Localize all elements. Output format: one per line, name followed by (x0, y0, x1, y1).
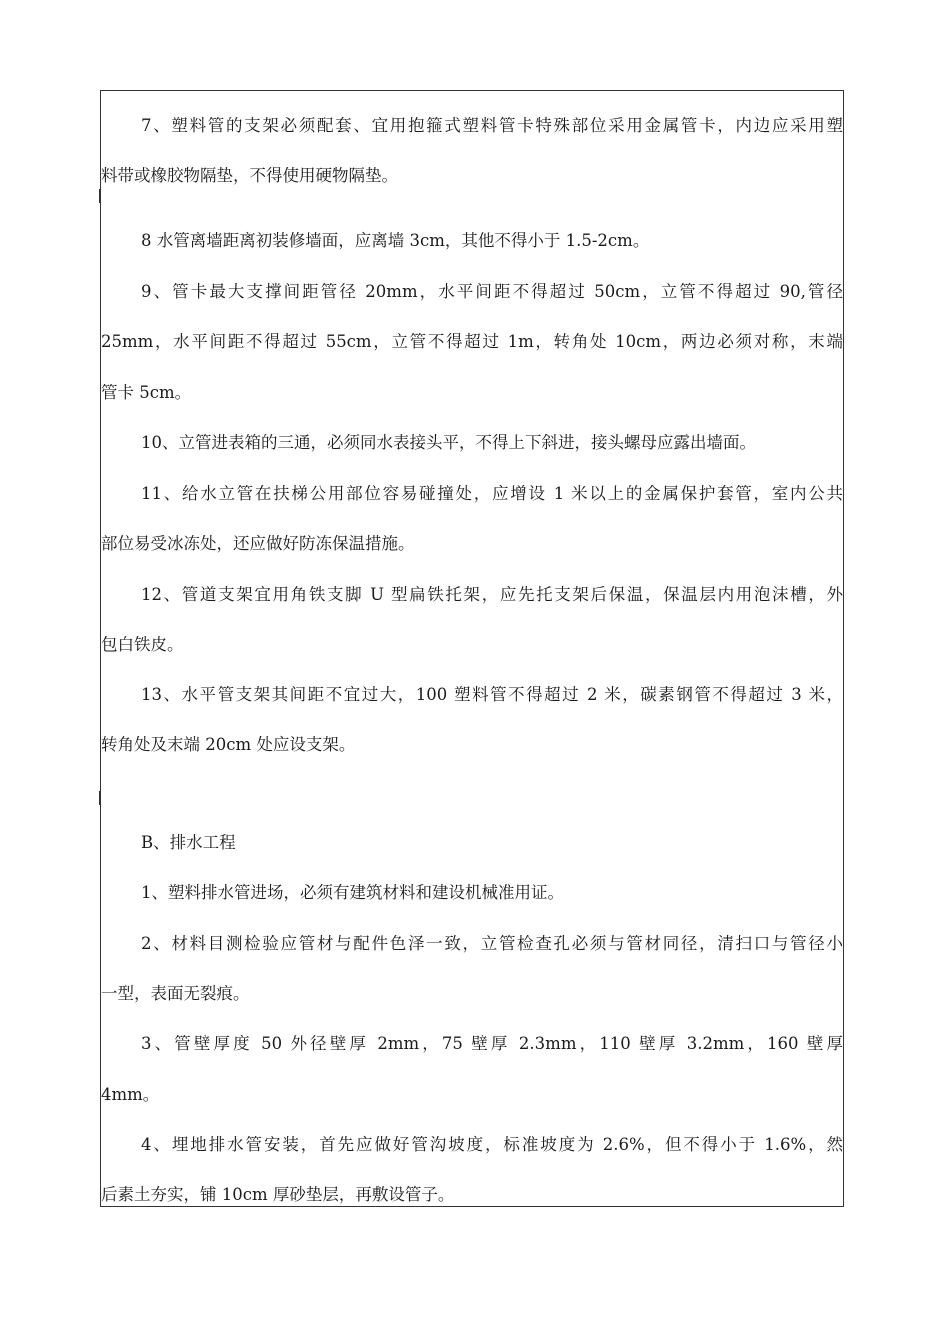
border-mark (99, 791, 101, 805)
paragraph-b4-line-1: 4、埋地排水管安装，首先应做好管沟坡度，标准坡度为 2.6%，但不得小于 1.6%，然 (141, 1135, 843, 1154)
content-table-cell (100, 90, 844, 1207)
paragraph-b2-line-2: 一型，表面无裂痕。 (101, 984, 250, 1003)
paragraph-9-line-1: 9、管卡最大支撑间距管径 20mm，水平间距不得超过 50cm，立管不得超过 90,管径 (141, 282, 843, 301)
border-mark (99, 189, 101, 203)
paragraph-12-line-2: 包白铁皮。 (101, 635, 184, 654)
paragraph-8-line-1: 8 水管离墙距离初装修墙面，应离墙 3cm，其他不得小于 1.5-2cm。 (141, 231, 650, 250)
paragraph-11-line-1: 11、给水立管在扶梯公用部位容易碰撞处，应增设 1 米以上的金属保护套管，室内公共 (141, 484, 843, 503)
paragraph-12-line-1: 12、管道支架宜用角铁支脚 U 型扁铁托架，应先托支架后保温，保温层内用泡沫槽，外 (141, 585, 843, 604)
section-b-heading: B、排水工程 (141, 833, 236, 852)
paragraph-b4-line-2: 后素土夯实，铺 10cm 厚砂垫层，再敷设管子。 (101, 1185, 455, 1204)
paragraph-b3-line-2: 4mm。 (101, 1085, 160, 1104)
paragraph-9-line-3: 管卡 5cm。 (101, 383, 192, 402)
paragraph-11-line-2: 部位易受冰冻处，还应做好防冻保温措施。 (101, 534, 415, 553)
paragraph-7-line-1: 7、塑料管的支架必须配套、宜用抱箍式塑料管卡特殊部位采用金属管卡，内边应采用塑 (141, 116, 843, 135)
paragraph-9-line-2: 25mm，水平间距不得超过 55cm，立管不得超过 1m，转角处 10cm，两边必须对称，末端 (101, 332, 843, 351)
paragraph-13-line-2: 转角处及末端 20cm 处应设支架。 (101, 735, 356, 754)
paragraph-13-line-1: 13、水平管支架其间距不宜过大，100 塑料管不得超过 2 米，碳素钢管不得超过 3 米， (141, 685, 843, 704)
paragraph-b2-line-1: 2、材料目测检验应管材与配件色泽一致，立管检查孔必须与管材同径，清扫口与管径小 (141, 934, 843, 953)
paragraph-10-line-1: 10、立管进表箱的三通，必须同水表接头平，不得上下斜进，接头螺母应露出墙面。 (141, 433, 756, 452)
paragraph-7-line-2: 料带或橡胶物隔垫，不得使用硬物隔垫。 (101, 166, 398, 185)
paragraph-b3-line-1: 3、管壁厚度 50 外径壁厚 2mm，75 壁厚 2.3mm，110 壁厚 3.2mm，160 壁厚 (141, 1034, 843, 1053)
paragraph-b1-line-1: 1、塑料排水管进场，必须有建筑材料和建设机械准用证。 (141, 883, 564, 902)
